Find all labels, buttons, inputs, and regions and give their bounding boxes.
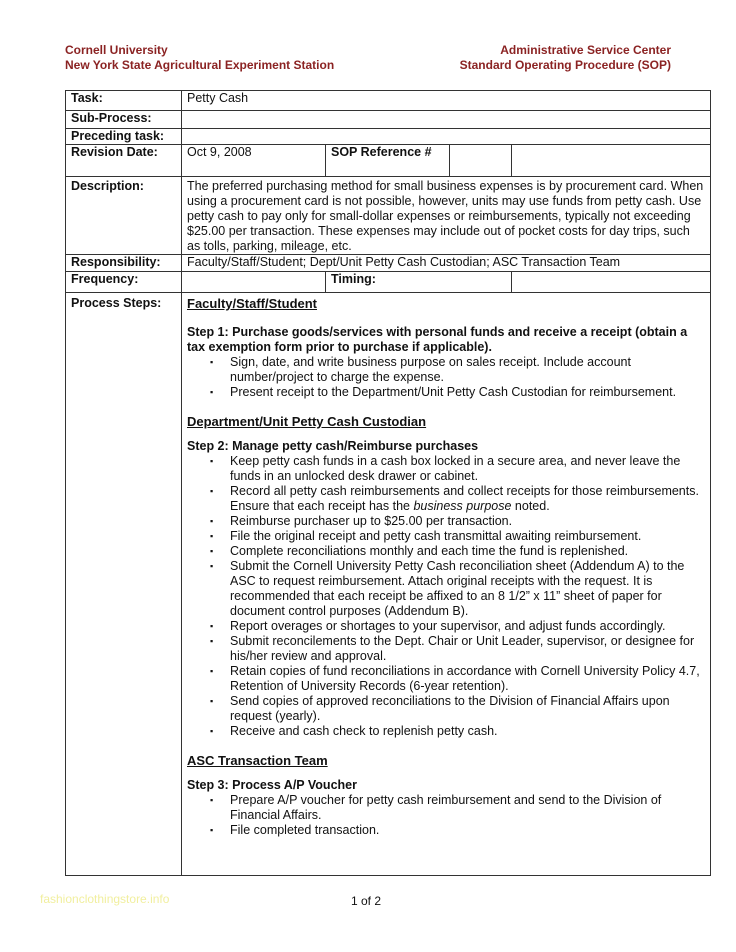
section-custodian-title: Department/Unit Petty Cash Custodian [187, 414, 427, 429]
preceding-row [66, 129, 711, 145]
list-item: ▪ Sign, date, and write business purpose on sales receipt. Include account number/project to charge the expense. [230, 355, 705, 385]
list-item: ▪ Receive and cash check to replenish petty cash. [230, 724, 705, 739]
sop-form [65, 90, 711, 876]
station-name: New York State Agricultural Experiment Station [65, 58, 335, 72]
description-text: The preferred purchasing method for small business expenses is by procurement card. When using a procurement card is not possible, however, units may use funds from petty cash. Use petty cash to pay only for small-dollar expenses or reimbursements, typically not exceeding $25.00 per transaction. These expenses may include out of pocket costs for day trips, such as tolls, parking, mileage, etc. [182, 177, 711, 255]
description-row [66, 177, 711, 255]
sop-ref-value [450, 145, 512, 177]
revision-label: Revision Date: [66, 145, 182, 177]
step1-title: Step 1: Purchase goods/services with personal funds and receive a receipt (obtain a tax exemption form prior to purchase if applicable). [187, 325, 688, 354]
org-name: Cornell University [65, 43, 168, 57]
steps-label: Process Steps: [66, 293, 182, 876]
list-item-text: Record all petty cash reimbursements and collect receipts for those reimbursements. Ensure that each receipt has the [230, 484, 699, 513]
preceding-value [182, 129, 711, 145]
preceding-label: Preceding task: [66, 129, 182, 145]
revision-value: Oct 9, 2008 [182, 145, 326, 177]
task-label: Task: [66, 91, 182, 111]
list-item: ▪ Submit reconcilements to the Dept. Chair or Unit Leader, supervisor, or designee for his/her review and approval. [230, 634, 705, 664]
list-item: ▪ File completed transaction. [230, 823, 705, 838]
list-item: ▪ File the original receipt and petty cash transmittal awaiting reimbursement. [230, 529, 705, 544]
timing-label: Timing: [326, 272, 512, 293]
responsibility-label: Responsibility: [66, 255, 182, 272]
list-item: ▪ Present receipt to the Department/Unit Petty Cash Custodian for reimbursement. [230, 385, 705, 400]
revision-row [66, 145, 711, 177]
list-item: ▪ Report overages or shortages to your supervisor, and adjust funds accordingly. [230, 619, 705, 634]
subprocess-value [182, 111, 711, 129]
step2-list [187, 454, 705, 739]
frequency-row [66, 272, 711, 293]
list-item-text: noted. [511, 499, 550, 513]
business-purpose-emphasis: business purpose [413, 499, 512, 513]
page-number: 1 of 2 [351, 894, 382, 908]
dept-header [460, 43, 671, 73]
steps-content [182, 293, 711, 876]
list-item: ▪ Submit the Cornell University Petty Cash reconciliation sheet (Addendum A) to the ASC to request reimbursement. Attach original receipts with the request. It is recommended that each receipt be affixed to an 8 1/2” x 11” sheet of paper for document control purposes (Addendum B). [230, 559, 705, 619]
section-asc-title: ASC Transaction Team [187, 753, 328, 768]
list-item: ▪ Prepare A/P voucher for petty cash reimbursement and send to the Division of Financial Affairs. [230, 793, 705, 823]
subprocess-label: Sub-Process: [66, 111, 182, 129]
step1-list [187, 355, 705, 400]
dept-name: Administrative Service Center [500, 43, 671, 57]
org-header [65, 43, 334, 73]
frequency-label: Frequency: [66, 272, 182, 293]
doc-type: Standard Operating Procedure (SOP) [459, 58, 671, 72]
step3-list [187, 793, 705, 838]
responsibility-row [66, 255, 711, 272]
list-item: ▪ Reimburse purchaser up to $25.00 per transaction. [230, 514, 705, 529]
list-item: ▪ Retain copies of fund reconciliations in accordance with Cornell University Policy 4.7, Retention of University Records (6-year retention). [230, 664, 705, 694]
list-item: ▪ Send copies of approved reconciliations to the Division of Financial Affairs upon request (yearly). [230, 694, 705, 724]
list-item: ▪ Complete reconciliations monthly and each time the fund is replenished. [230, 544, 705, 559]
sop-ref-label: SOP Reference # [326, 145, 450, 177]
subprocess-row [66, 111, 711, 129]
process-steps-row [66, 293, 711, 876]
task-row [66, 91, 711, 111]
step2-title: Step 2: Manage petty cash/Reimburse purchases [187, 439, 479, 453]
list-item: ▪ Keep petty cash funds in a cash box locked in a secure area, and never leave the funds in an unlocked desk drawer or cabinet. [230, 454, 705, 484]
responsibility-value: Faculty/Staff/Student; Dept/Unit Petty Cash Custodian; ASC Transaction Team [182, 255, 711, 272]
section-faculty-title: Faculty/Staff/Student [187, 296, 318, 311]
description-label: Description: [66, 177, 182, 255]
frequency-value [182, 272, 326, 293]
revision-blank [512, 145, 711, 177]
timing-value [512, 272, 711, 293]
task-value: Petty Cash [182, 91, 711, 111]
watermark: fashionclothingstore.info [40, 892, 170, 906]
list-item [230, 484, 705, 514]
step3-title: Step 3: Process A/P Voucher [187, 778, 357, 792]
